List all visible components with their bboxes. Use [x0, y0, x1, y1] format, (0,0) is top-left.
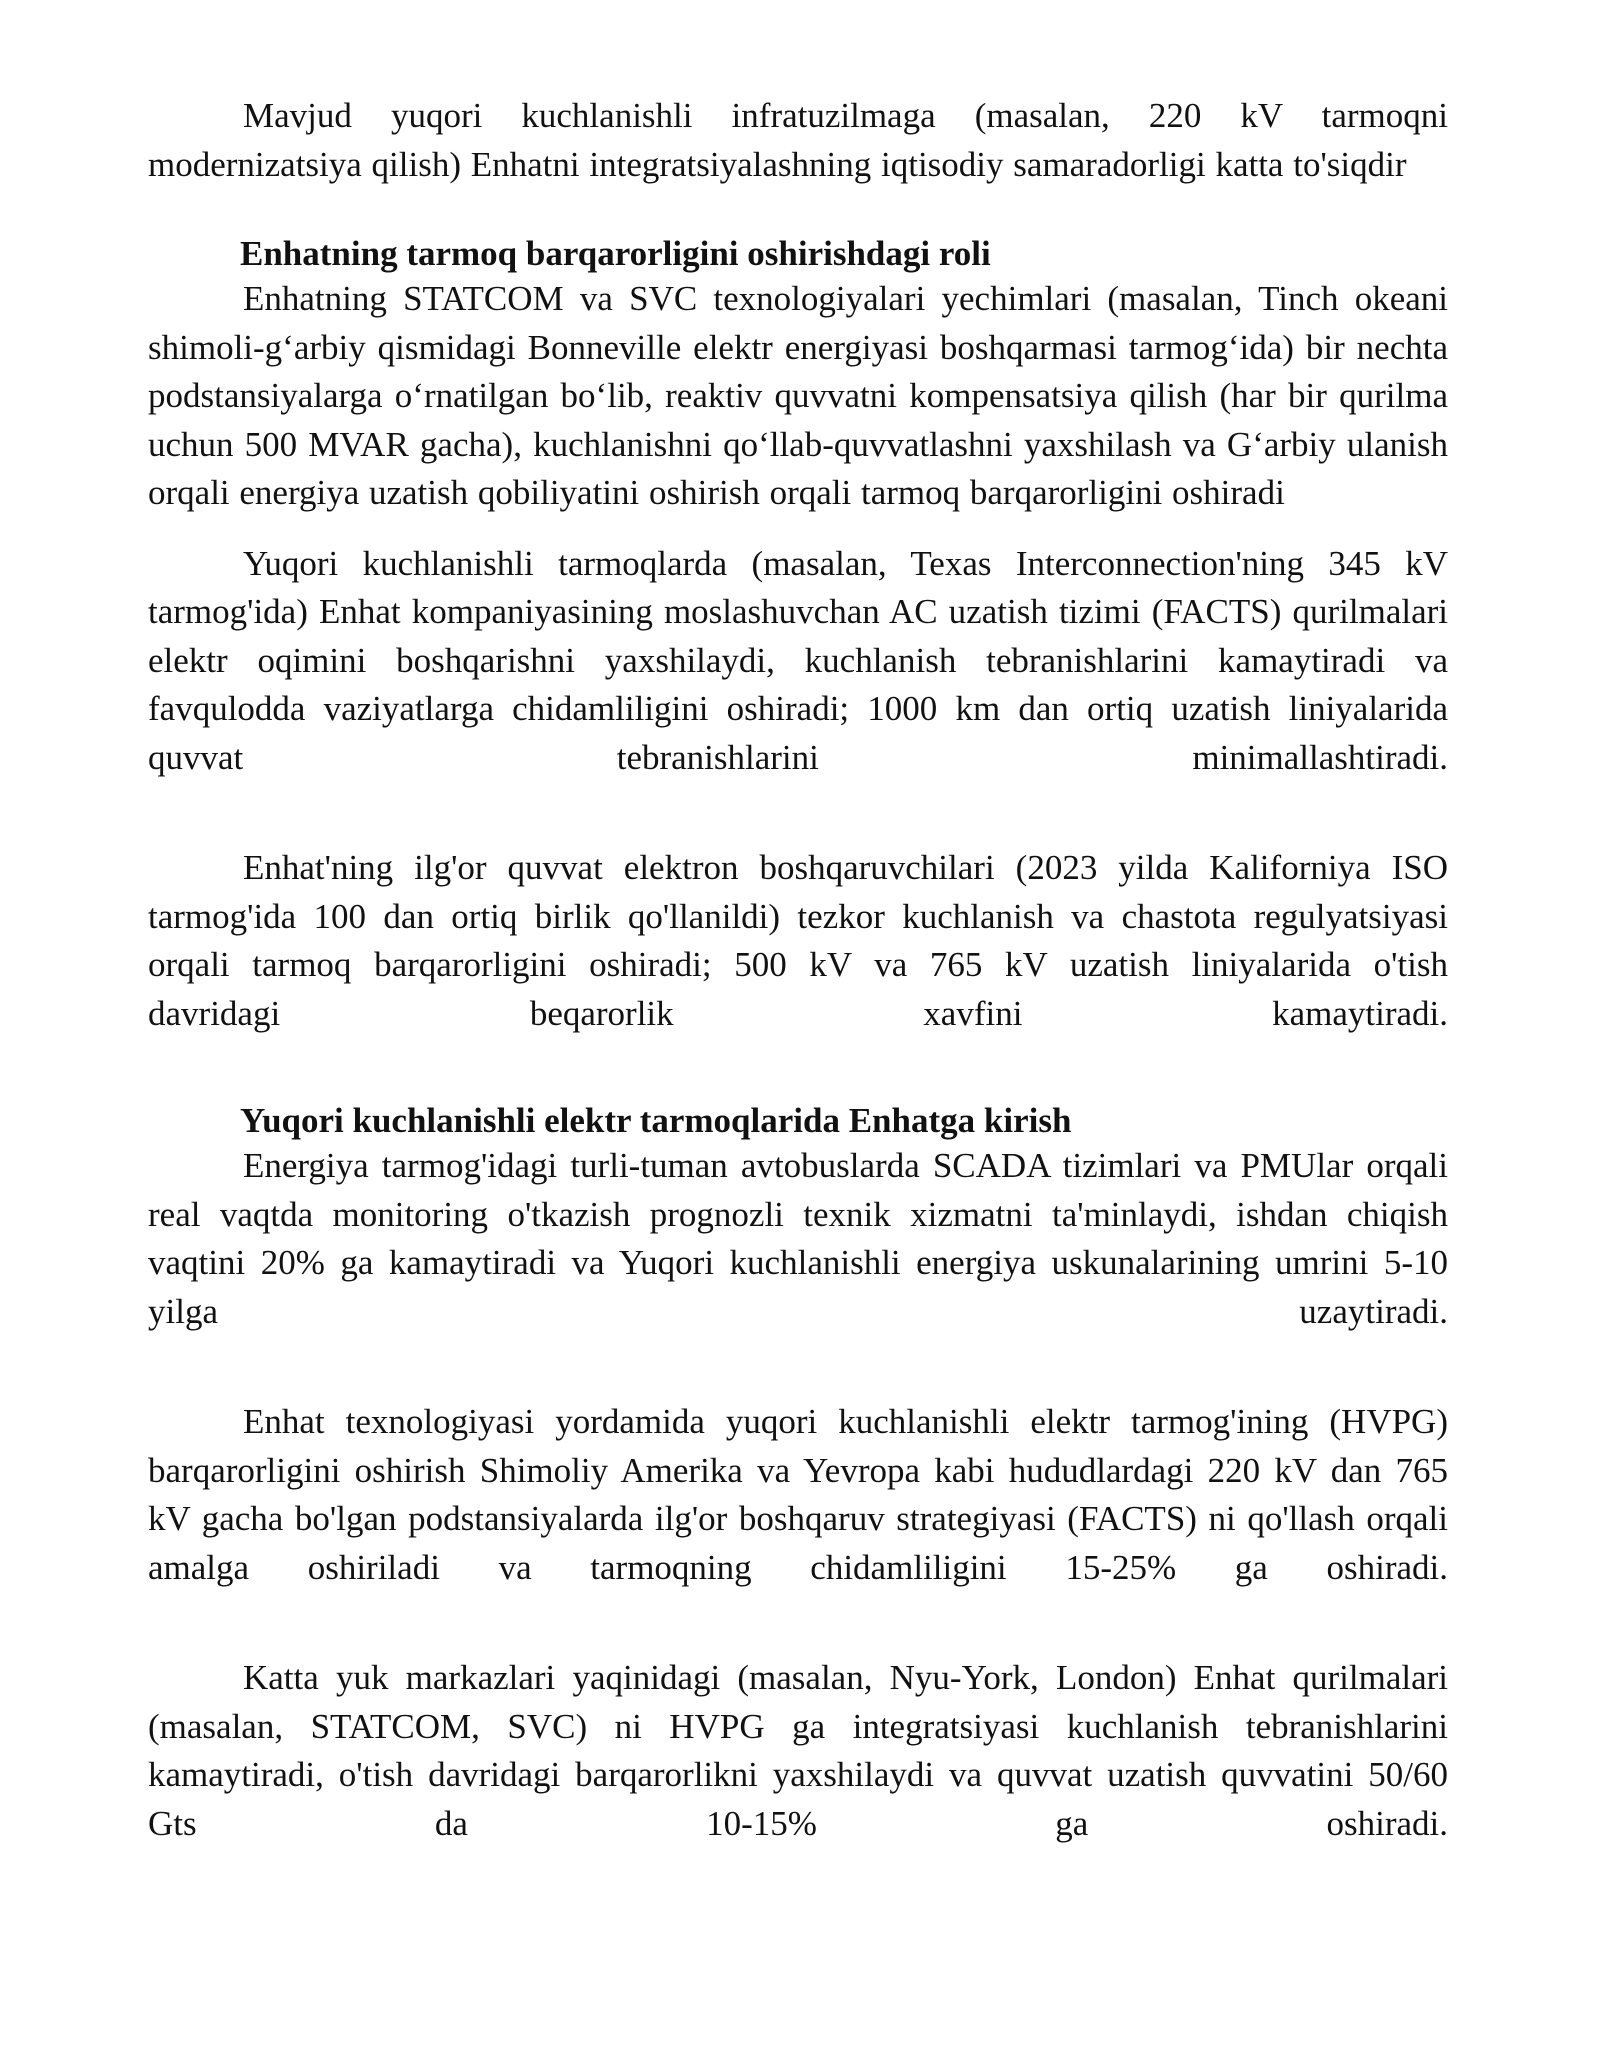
paragraph-power-electronics: Enhat'ning ilg'or quvvat elektron boshqaruvchilari (2023 yilda Kaliforniya ISO tarmog'ida 100 dan ortiq birlik qo'llanildi) tezkor kuchlanish va chastota regulyatsiyasi orqali tarmoq barqarorligini oshiradi; 500 kV va 765 kV uzatish liniyalarida o'tish davridagi beqarorlik xavfini kamaytiradi. [148, 848, 1448, 1033]
document-page [148, 92, 1448, 1848]
paragraph-scada-pmu: Energiya tarmog'idagi turli-tuman avtobuslarda SCADA tizimlari va PMUlar orqali real vaqtda monitoring o'tkazish prognozli texnik xizmatni ta'minlaydi, ishdan chiqish vaqtini 20% ga kamaytiradi va Yuqori kuchlanishli energiya uskunalarining umrini 5-10 yilga uzaytiradi. [148, 1146, 1448, 1331]
spacer [148, 782, 1448, 844]
paragraph-load-centers: Katta yuk markazlari yaqinidagi (masalan, Nyu-York, London) Enhat qurilmalari (masalan, STATCOM, SVC) ni HVPG ga integratsiyasi kuchlanish tebranishlarini kamaytiradi, o'tish davridagi barqarorlikni yaxshilaydi va quvvat uzatish quvvatini 50/60 Gts da 10-15% ga oshiradi. [148, 1658, 1448, 1843]
spacer [148, 1038, 1448, 1100]
section-heading-hv-grids: Yuqori kuchlanishli elektr tarmoqlarida Enhatga kirish [240, 1101, 1072, 1140]
paragraph-infrastructure-cost: Mavjud yuqori kuchlanishli infratuzilmaga (masalan, 220 kV tarmoqni modernizatsiya qilish) Enhatni integratsiyalashning iqtisodiy samaradorligi katta to'siqdir [148, 96, 1448, 184]
spacer [148, 1592, 1448, 1654]
section-heading-grid-stability: Enhatning tarmoq barqarorligini oshirishdagi roli [240, 234, 991, 273]
spacer [148, 518, 1448, 540]
paragraph-hvpg-stability: Enhat texnologiyasi yordamida yuqori kuchlanishli elektr tarmog'ining (HVPG) barqarorligini oshirish Shimoliy Amerika va Yevropa kabi hududlardagi 220 kV dan 765 kV gacha bo'lgan podstansiyalarda ilg'or boshqaruv strategiyasi (FACTS) ni qo'llash orqali amalga oshiriladi va tarmoqning chidamliligini 15-25% ga oshiradi. [148, 1402, 1448, 1587]
spacer [148, 189, 1448, 233]
paragraph-statcom-svc: Enhatning STATCOM va SVC texnologiyalari yechimlari (masalan, Tinch okeani shimoli-g‘arbiy qismidagi Bonneville elektr energiyasi boshqarmasi tarmog‘ida) bir nechta podstansiyalarga o‘rnatilgan bo‘lib, reaktiv quvvatni kompensatsiya qilish (har bir qurilma uchun 500 MVAR gacha), kuchlanishni qo‘llab-quvvatlashni yaxshilash va G‘arbiy ulanish orqali energiya uzatish qobiliyatini oshirish orqali tarmoq barqarorligini oshiradi [148, 279, 1448, 512]
spacer [148, 1336, 1448, 1398]
paragraph-facts-texas: Yuqori kuchlanishli tarmoqlarda (masalan, Texas Interconnection'ning 345 kV tarmog'ida) Enhat kompaniyasining moslashuvchan AC uzatish tizimi (FACTS) qurilmalari elektr oqimini boshqarishni yaxshilaydi, kuchlanish tebranishlarini kamaytiradi va favqulodda vaziyatlarga chidamliligini oshiradi; 1000 km dan ortiq uzatish liniyalarida quvvat tebranishlarini minimallashtiradi. [148, 543, 1448, 777]
